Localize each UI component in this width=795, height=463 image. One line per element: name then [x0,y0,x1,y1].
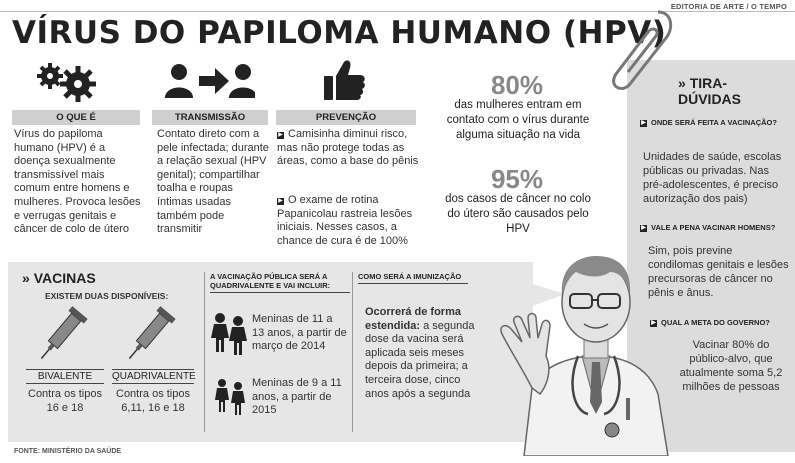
arrow-bullet-icon: ▶ [651,320,656,326]
imunizacao-heading: COMO SERÁ A IMUNIZAÇÃO [358,272,468,284]
publica-heading: A VACINAÇÃO PÚBLICA SERÁ A QUADRIVALENTE E VAI INCLUIR: [210,272,350,293]
vacinas-title: » VACINAS [22,270,96,286]
oque-text: Vírus do papiloma humano (HPV) é a doença sexualmente transmissível mais comum entre homens e mulheres. Provoca lesões e verrugas genitais e câncer de colo de útero [14,128,141,236]
prevencao-item-1: ▶ Camisinha diminui risco, mas não protege todas as áreas, como a base do pênis [277,128,419,168]
prevencao-heading: PREVENÇÃO [276,110,416,125]
stat-80-text: das mulheres entram em contato com o vírus durante alguma situação na vida [446,99,590,141]
publica-item-1: Meninas de 11 a 13 anos, a partir de março de 2014 [252,313,347,353]
qa-answer-1: Unidades de saúde, escolas públicas ou privadas. Nas pré-adolescentes, é preciso autorização dos pais) [643,151,782,205]
bivalente-label: BIVALENTE [26,369,104,384]
page-title: VÍRUS DO PAPILOMA HUMANO (HPV) [12,15,667,51]
person-transfer-icon [165,62,255,100]
arrow-bullet-icon: ▶ [278,198,283,204]
divider [352,272,353,432]
vacinas-subtitle: EXISTEM DUAS DISPONÍVEIS: [45,291,169,301]
qa-answer-3: Vacinar 80% do público-alvo, que atualmente soma 5,2 milhões de pessoas [679,339,783,393]
arrow-bullet-icon: ▶ [641,225,646,231]
credit-line: EDITORIA DE ARTE / O TEMPO [670,2,787,11]
bivalente-text: Contra os tipos 16 e 18 [28,388,102,414]
gears-icon [30,60,110,102]
prevencao-item-2: ▶ O exame de rotina Papanicolau rastreia lesões iniciais. Nesses casos, a chance de cura é de 100% [277,194,413,247]
paperclip-icon [600,4,680,94]
girls-icon [214,378,248,416]
transmissao-heading: TRANSMISSÃO [152,110,268,125]
arrow-bullet-icon: ▶ [278,132,283,138]
stat-95-text: dos casos de câncer no colo do útero são causados pelo HPV [445,193,591,235]
qa-question-3: ▶ QUAL A META DO GOVERNO? [651,318,770,327]
arrow-bullet-icon: ▶ [641,120,646,126]
imunizacao-text: Ocorrerá de forma estendida: a segunda dose da vacina será aplicada seis meses depois da primeira; a terceira dose, cinco anos após a segunda [365,306,475,400]
qa-question-2: ▶ VALE A PENA VACINAR HOMENS? [641,223,776,232]
source-note: FONTE: MINISTÉRIO DA SAÚDE [14,448,122,455]
stat-80-value: 80% [490,70,544,100]
qa-answer-2: Sim, pois previne condilomas genitais e lesões precursoras de câncer no pênis e ânus. [648,245,789,299]
oque-heading: O QUE É [12,110,140,125]
quadrivalente-label: QUADRIVALENTE [112,371,196,382]
syringe-icon [36,304,88,366]
girls-icon [210,312,250,356]
publica-item-2: Meninas de 9 a 11 anos, a partir de 2015 [252,377,342,417]
sidebar-title: » TIRA-DÚVIDAS [678,75,742,107]
stat-95-value: 95% [490,164,544,194]
syringe-icon [124,304,176,366]
doctor-illustration [492,238,672,456]
divider [204,272,205,432]
qa-question-1: ▶ ONDE SERÁ FEITA A VACINAÇÃO? [641,118,777,127]
transmissao-text: Contato direto com a pele infectada; durante a relação sexual (HPV genital); compartilhar toalha e roupas íntimas usadas também pode transmitir [157,128,269,236]
quadrivalente-text: Contra os tipos 6,11, 16 e 18 [116,388,190,414]
thumbs-up-icon [322,58,366,102]
